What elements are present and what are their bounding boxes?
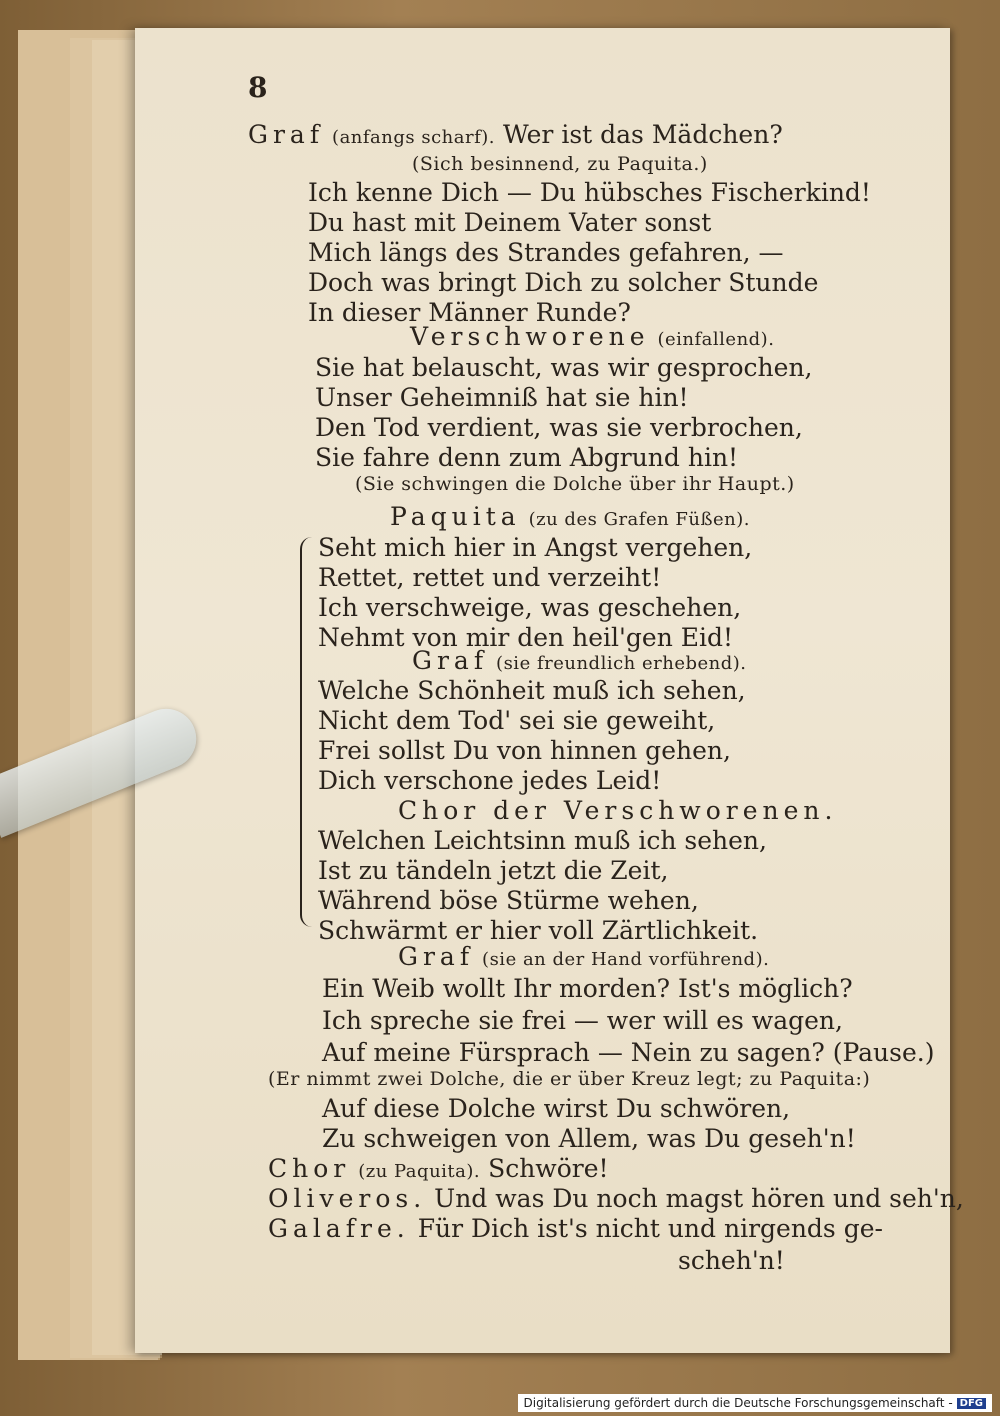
footer-text: Digitalisierung gefördert durch die Deutsche Forschungsgemeinschaft - <box>523 1396 953 1410</box>
speaker-line <box>412 648 747 673</box>
verse-line: Ich kenne Dich — Du hübsches Fischerkind! <box>308 178 871 207</box>
verse-text: Und was Du noch magst hören und seh'n, <box>434 1184 964 1213</box>
speaker-name: Graf <box>248 120 325 149</box>
verse-line: Dich verschone jedes Leid! <box>318 766 662 795</box>
verse-line: Unser Geheimniß hat sie hin! <box>315 383 689 412</box>
verse-line: Zu schweigen von Allem, was Du geseh'n! <box>322 1124 856 1153</box>
verse-line: scheh'n! <box>678 1246 785 1275</box>
verse-line: Sie hat belauscht, was wir gesprochen, <box>315 353 813 382</box>
verse-line: Nehmt von mir den heil'gen Eid! <box>318 623 734 652</box>
verse-line: Den Tod verdient, was sie verbrochen, <box>315 413 803 442</box>
speaker-name: Chor <box>268 1154 351 1183</box>
verse-line: Ist zu tändeln jetzt die Zeit, <box>318 856 669 885</box>
stage-direction: (Sie schwingen die Dolche über ihr Haupt.) <box>355 473 795 495</box>
stage-direction: (sie freundlich erhebend). <box>496 653 747 674</box>
speaker-line <box>268 1216 883 1241</box>
verse-line: Ein Weib wollt Ihr morden? Ist's möglich? <box>322 974 853 1003</box>
verse-line: Auf diese Dolche wirst Du schwören, <box>322 1094 791 1123</box>
verse-bracket <box>300 537 312 927</box>
verse-line: Welche Schönheit muß ich sehen, <box>318 676 746 705</box>
verse-line: Rettet, rettet und verzeiht! <box>318 563 662 592</box>
speaker-name: Chor der Verschworenen. <box>398 796 838 825</box>
verse-line: Nicht dem Tod' sei sie geweiht, <box>318 706 716 735</box>
speaker-line <box>248 122 783 147</box>
verse-text: Wer ist das Mädchen? <box>502 120 783 149</box>
stage-direction: (zu des Grafen Füßen). <box>528 509 751 530</box>
speaker-name: Galafre. <box>268 1214 410 1243</box>
verse-line: Ich verschweige, was geschehen, <box>318 593 742 622</box>
digitization-footer <box>518 1394 993 1412</box>
verse-text: Für Dich ist's nicht und nirgends ge- <box>417 1214 883 1243</box>
verse-line: Welchen Leichtsinn muß ich sehen, <box>318 826 767 855</box>
verse-line: Ich spreche sie frei — wer will es wagen, <box>322 1006 843 1035</box>
speaker-name: Graf <box>412 646 489 675</box>
speaker-name: Paquita <box>390 502 521 531</box>
speaker-line <box>390 504 750 529</box>
stage-direction: (anfangs scharf). <box>332 127 496 148</box>
verse-text: Schwöre! <box>488 1154 609 1183</box>
speaker-line <box>268 1186 964 1211</box>
verse-line: Seht mich hier in Angst vergehen, <box>318 533 753 562</box>
verse-line: Du hast mit Deinem Vater sonst <box>308 208 712 237</box>
verse-line: Während böse Stürme wehen, <box>318 886 699 915</box>
verse-line: Schwärmt er hier voll Zärtlichkeit. <box>318 916 759 945</box>
speaker-line <box>410 324 774 349</box>
stage-direction: (zu Paquita). <box>358 1161 481 1182</box>
stage-direction: (sie an der Hand vorführend). <box>482 949 770 970</box>
stage-direction: (Er nimmt zwei Dolche, die er über Kreuz legt; zu Paquita:) <box>268 1068 871 1090</box>
stage-direction: (Sich besinnend, zu Paquita.) <box>412 153 708 175</box>
speaker-line <box>268 1156 609 1181</box>
verse-line: In dieser Männer Runde? <box>308 298 631 327</box>
page-number: 8 <box>248 71 268 104</box>
speaker-name: Graf <box>398 942 475 971</box>
stage-direction: (einfallend). <box>657 329 775 350</box>
verse-line: Frei sollst Du von hinnen gehen, <box>318 736 731 765</box>
speaker-name: Verschworene <box>410 322 650 351</box>
verse-line: Doch was bringt Dich zu solcher Stunde <box>308 268 819 297</box>
verse-line: Sie fahre denn zum Abgrund hin! <box>315 443 739 472</box>
speaker-line <box>398 944 769 969</box>
dfg-logo: DFG <box>957 1398 986 1409</box>
verse-line: Mich längs des Strandes gefahren, — <box>308 238 784 267</box>
speaker-name: Oliveros. <box>268 1184 427 1213</box>
verse-line: Auf meine Fürsprach — Nein zu sagen? (Pause.) <box>322 1038 935 1067</box>
